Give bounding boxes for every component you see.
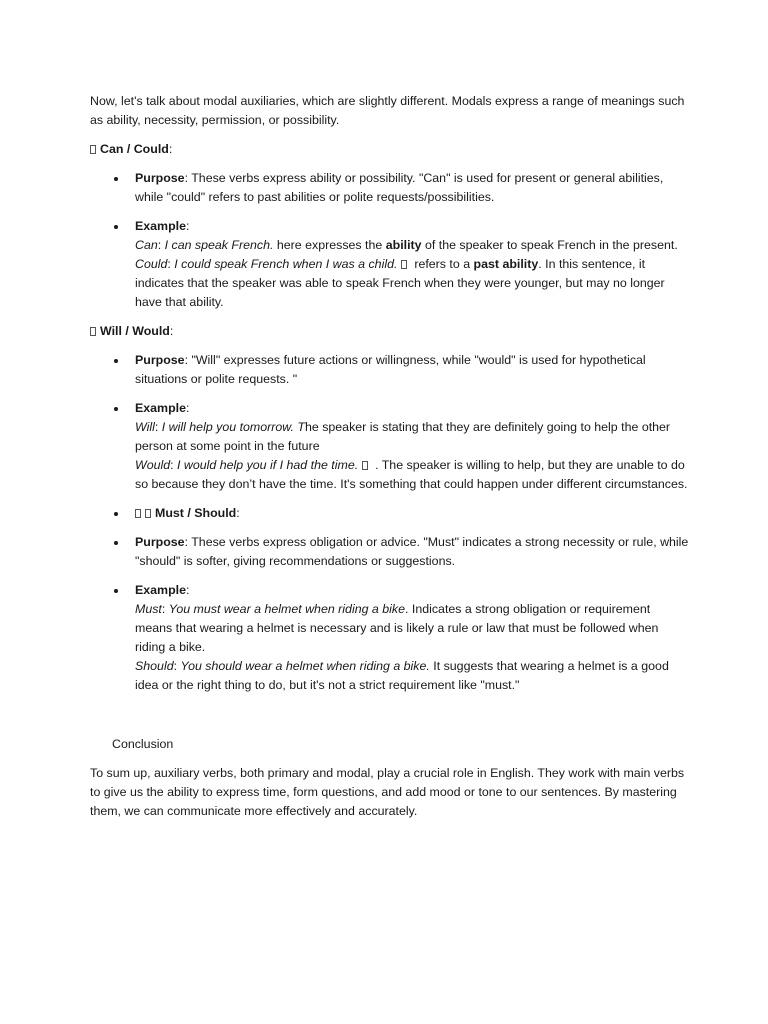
example-text: . The speaker is willing to help, but they are unable to do so because they don’t have the time. It's something that could happen under different circumstances. — [135, 458, 688, 491]
missing-glyph-icon — [362, 461, 368, 470]
must-should-title: Must / Should — [155, 506, 237, 520]
conclusion-title: Conclusion — [112, 737, 174, 751]
conclusion-paragraph: To sum up, auxiliary verbs, both primary and modal, play a crucial role in English. They work with main verbs to give us the ability to express time, form questions, and add mood or tone to our sentences. By mastering them, we can communicate more effectively and accurately. — [90, 766, 685, 818]
list-item: Must / Should: — [90, 504, 690, 523]
will-would-list — [90, 351, 690, 494]
list-item — [90, 533, 690, 571]
example-text: refers to a — [410, 257, 474, 271]
example-sentence: I could speak French when I was a child. — [174, 257, 398, 271]
will-would-title: Will / Would — [100, 324, 170, 338]
list-item: Example: Must: You must wear a helmet when riding a bike. Indicates a strong obligation or requirement means that wearing a helmet is necessary and is likely a rule or law that must be followed when riding a bike. Should: You should wear a helmet when riding a bike. It suggests that wearing a helmet is a good idea or the right thing to do, but it's not a strict requirement like "must." — [90, 581, 690, 695]
example-text: . Indicates a strong obligation or requirement means that wearing a helmet is necessary and is likely a rule or law that must be followed when riding a bike. — [135, 602, 659, 654]
example-sentence: I will help you tomorrow. T — [161, 420, 305, 434]
missing-glyph-icon — [401, 260, 407, 269]
example-label: Example — [135, 219, 186, 233]
example-word: Should — [135, 659, 174, 673]
example-text: . In this sentence, it indicates that the speaker was able to speak French when they were younger, but may no longer have that ability. — [135, 257, 665, 309]
list-item — [90, 169, 690, 207]
example-word: Will — [135, 420, 155, 434]
example-text: of the speaker to speak French in the present. — [421, 238, 678, 252]
example-word: Can — [135, 238, 158, 252]
missing-glyph-icon — [145, 509, 151, 518]
example-text: he speaker is stating that they are definitely going to help the other person at some point in the future — [135, 420, 671, 453]
example-text: It suggests that wearing a helmet is a good idea or the right thing to do, but it's not a strict requirement like "must." — [135, 659, 669, 692]
example-word: Could — [135, 257, 168, 271]
document-page — [90, 92, 690, 831]
list-item: Example: Can: I can speak French. here expresses the ability of the speaker to speak French in the present. Could: I could speak French when I was a child. refers to a past ability. In this sentence, it indicates that the speaker was able to speak French when they were younger, but may no longer have that ability. — [90, 217, 690, 312]
example-sentence: I can speak French. — [164, 238, 274, 252]
missing-glyph-icon — [135, 509, 141, 518]
purpose-text: : These verbs express obligation or advice. "Must" indicates a strong necessity or rule, while "should" is softer, giving recommendations or suggestions. — [135, 535, 689, 568]
will-would-heading: Will / Would: — [90, 322, 690, 341]
example-bold: ability — [385, 238, 422, 252]
example-sentence: You must wear a helmet when riding a bike — [168, 602, 405, 616]
purpose-text: : "Will" expresses future actions or willingness, while "would" is used for hypothetical situations or polite requests. " — [135, 353, 646, 386]
can-could-heading: Can / Could: — [90, 140, 690, 159]
missing-glyph-icon — [90, 145, 96, 154]
example-word: Must — [135, 602, 162, 616]
example-sentence: I would help you if I had the time. — [177, 458, 359, 472]
list-item — [90, 351, 690, 389]
can-could-title: Can / Could — [100, 142, 169, 156]
example-sentence: You should wear a helmet when riding a bike. — [180, 659, 430, 673]
purpose-label: Purpose — [135, 535, 185, 549]
purpose-label: Purpose — [135, 353, 185, 367]
intro-paragraph: Now, let's talk about modal auxiliaries, which are slightly different. Modals express a range of meanings such as ability, necessity, permission, or possibility. — [90, 94, 685, 127]
example-label: Example — [135, 401, 186, 415]
example-bold: past ability — [473, 257, 539, 271]
example-label: Example — [135, 583, 186, 597]
spacer — [90, 705, 690, 735]
missing-glyph-icon — [90, 327, 96, 336]
example-text: here expresses the — [273, 238, 386, 252]
list-item: Example: Will: I will help you tomorrow. The speaker is stating that they are definitely going to help the other person at some point in the future Would: I would help you if I had the time. . The speaker is willing to help, but they are unable to do so because they don’t have the time. It's something that could happen under different circumstances. — [90, 399, 690, 494]
example-word: Would — [135, 458, 171, 472]
purpose-text: : These verbs express ability or possibility. "Can" is used for present or general abilities, while "could" refers to past abilities or polite requests/possibilities. — [135, 171, 664, 204]
purpose-label: Purpose — [135, 171, 185, 185]
can-could-list — [90, 169, 690, 312]
must-should-list — [90, 504, 690, 695]
